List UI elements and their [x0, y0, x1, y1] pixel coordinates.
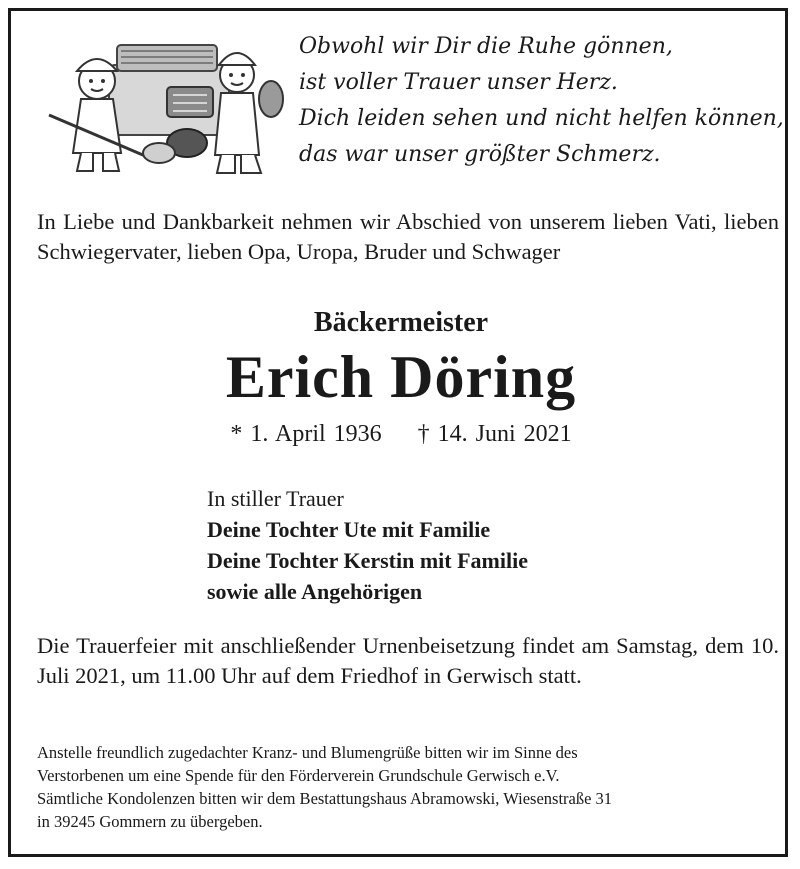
service-text: Die Trauerfeier mit anschließender Urnenbeisetzung findet am Samstag, dem 10. Juli 2021, um 11.00 Uhr auf dem Friedhof in Gerwisch statt. [37, 633, 779, 688]
poem-line: Dich leiden sehen und nicht helfen können, [299, 106, 784, 131]
mourners-intro: In stiller Trauer [207, 486, 344, 511]
mourner-line: Deine Tochter Ute mit Familie [207, 517, 491, 542]
poem [299, 29, 784, 173]
intro-text: In Liebe und Dankbarkeit nehmen wir Abschied von unserem lieben Vati, lieben Schwiegervater, lieben Opa, Uropa, Bruder und Schwager [37, 209, 779, 264]
death-date: † 14. Juni 2021 [417, 421, 572, 447]
poem-line: das war unser größter Schmerz. [299, 142, 661, 167]
birth-date: * 1. April 1936 [230, 421, 382, 447]
notes-line: Verstorbenen um eine Spende für den Förderverein Grundschule Gerwisch e.V. [37, 766, 560, 785]
poem-line: ist voller Trauer unser Herz. [299, 70, 618, 95]
life-dates [11, 421, 791, 448]
poem-line: Obwohl wir Dir die Ruhe gönnen, [299, 34, 673, 59]
mourner-line: Deine Tochter Kerstin mit Familie [207, 548, 528, 573]
obituary-frame [8, 8, 788, 857]
deceased-title: Bäckermeister [313, 307, 489, 338]
mourners [207, 483, 727, 607]
notes-line: Anstelle freundlich zugedachter Kranz- und Blumengrüße bitten wir im Sinne des [37, 743, 578, 762]
notes [37, 741, 779, 833]
mourner-line: sowie alle Angehörigen [207, 579, 423, 604]
notes-line: Sämtliche Kondolenzen bitten wir dem Bestattungshaus Abramowski, Wiesenstraße 31 [37, 789, 613, 808]
baker-couple-with-bread-icon [37, 35, 287, 183]
notes-line: in 39245 Gommern zu übergeben. [37, 812, 263, 831]
deceased-name: Erich Döring [225, 344, 577, 410]
